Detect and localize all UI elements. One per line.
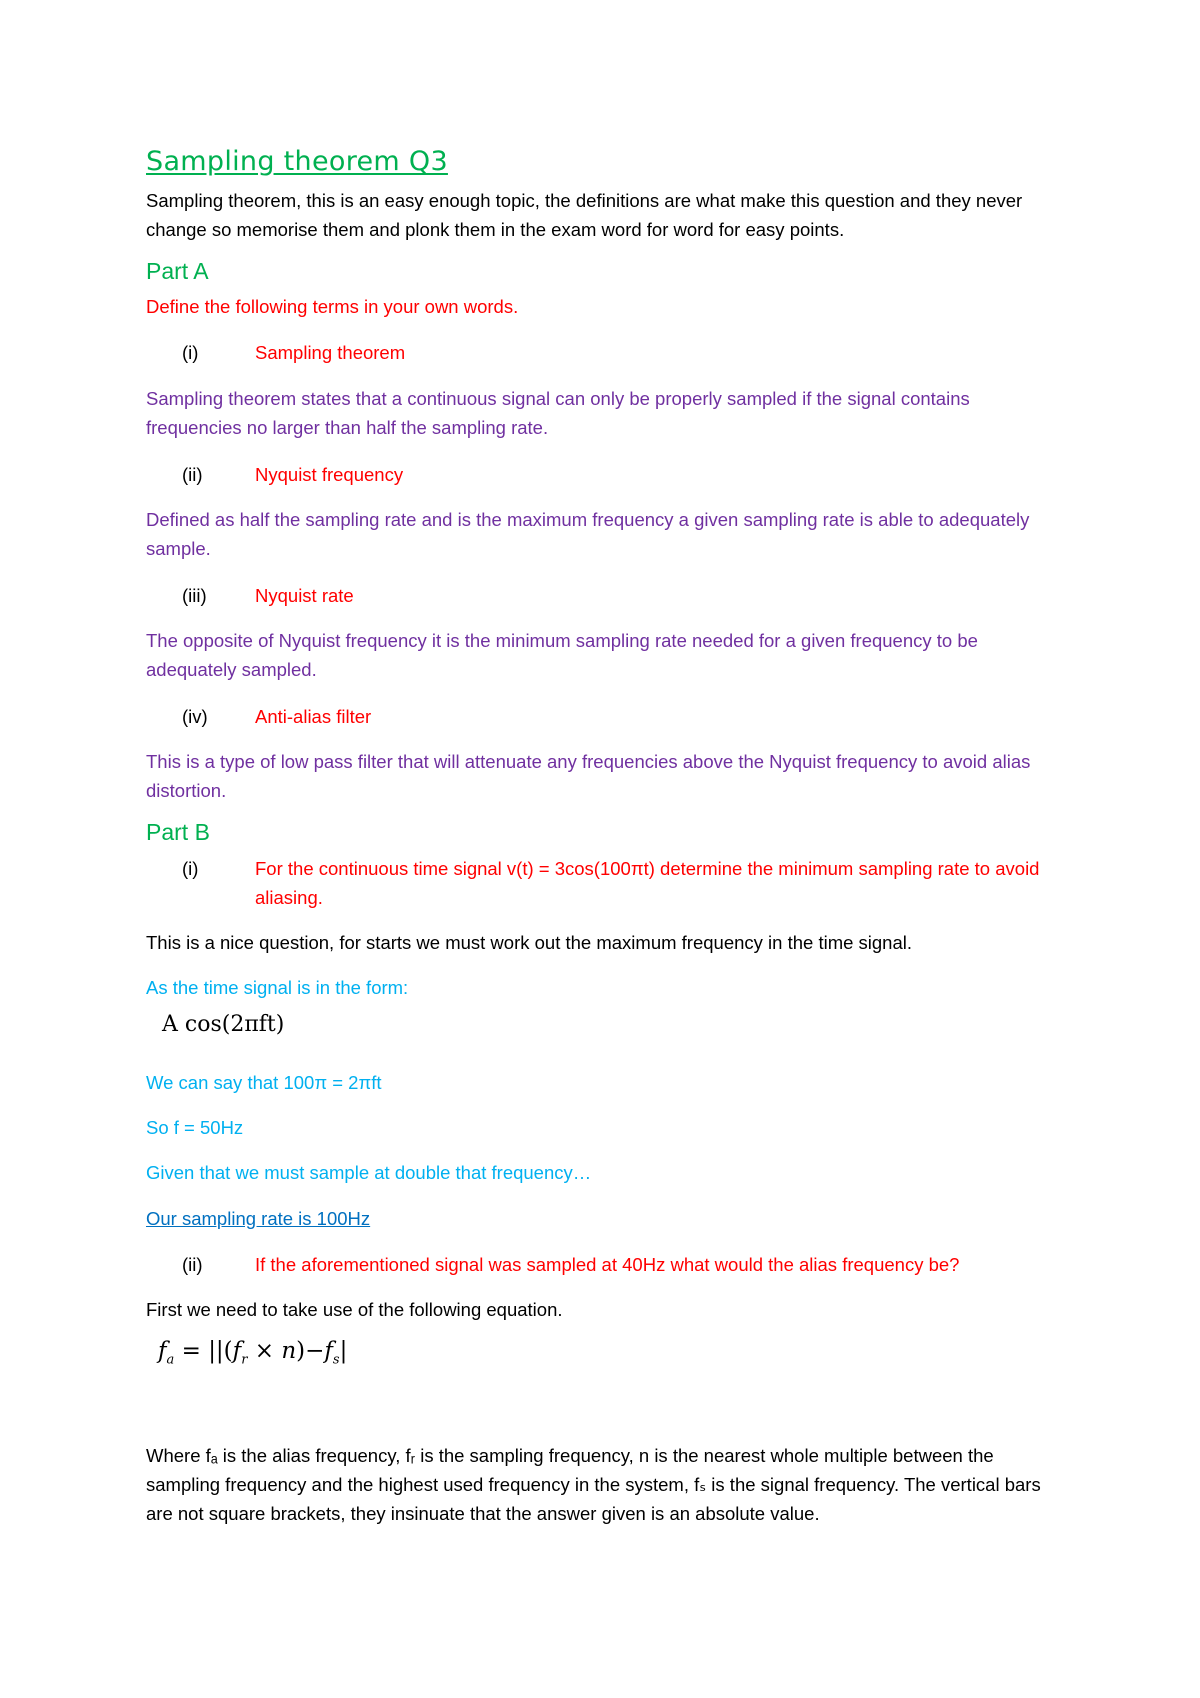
f-line: So f = 50Hz (146, 1117, 244, 1138)
question-text: If the aforementioned signal was sampled at 40Hz what would the alias frequency be? (255, 1254, 960, 1275)
item-term: Anti-alias filter (255, 706, 372, 727)
item-term: Sampling theorem (255, 342, 406, 363)
q2-intro: First we need to take use of the following equation. (146, 1299, 563, 1320)
item-number: (iv) (182, 706, 208, 727)
item-answer: Defined as half the sampling rate and is the maximum frequency a given sampling rate is able to adequately sample. (146, 509, 1030, 559)
given-line: Given that we must sample at double that frequency… (146, 1162, 592, 1183)
q1-intro: This is a nice question, for starts we must work out the maximum frequency in the time signal. (146, 932, 913, 953)
item-number: (ii) (182, 464, 203, 485)
item-answer: The opposite of Nyquist frequency it is the minimum sampling rate needed for a given frequency to be adequately sampled. (146, 630, 978, 680)
item-answer: Sampling theorem states that a continuous signal can only be properly sampled if the signal contains frequencies no larger than half the sampling rate. (146, 388, 970, 438)
formula-a-cos: A cos(2πft) (162, 1012, 285, 1037)
alias-frequency-formula: $f_a = ||(f_r \times n)-f_s|$ (158, 1338, 348, 1368)
item-number: (i) (182, 342, 199, 363)
item-term: Nyquist frequency (255, 464, 404, 485)
intro-paragraph: Sampling theorem, this is an easy enough topic, the definitions are what make this question and they never change so memorise them and plonk them in the exam word for word for easy points. (146, 190, 1023, 240)
form-line: As the time signal is in the form: (146, 977, 409, 998)
item-number: (iii) (182, 585, 207, 606)
part-b-heading: Part B (146, 819, 210, 845)
question-text: For the continuous time signal v(t) = 3cos(100πt) determine the minimum sampling rate to avoid aliasing. (255, 858, 1040, 908)
question-number: (i) (182, 858, 199, 879)
part-a-instruction: Define the following terms in your own words. (146, 296, 519, 317)
page-title: Sampling theorem Q3 (146, 146, 448, 177)
say-line: We can say that 100π = 2πft (146, 1072, 382, 1093)
item-answer: This is a type of low pass filter that will attenuate any frequencies above the Nyquist frequency to avoid alias distortion. (146, 751, 1031, 801)
part-a-heading: Part A (146, 258, 209, 284)
question-number: (ii) (182, 1254, 203, 1275)
result-line: Our sampling rate is 100Hz (146, 1208, 371, 1229)
item-term: Nyquist rate (255, 585, 354, 606)
explanation-paragraph: Where fₐ is the alias frequency, fᵣ is the sampling frequency, n is the nearest whole multiple between the sampling frequency and the highest used frequency in the system, fₛ is the signal frequency. The vertical bars are not square brackets, they insinuate that the answer given is an absolute value. (146, 1445, 1041, 1524)
